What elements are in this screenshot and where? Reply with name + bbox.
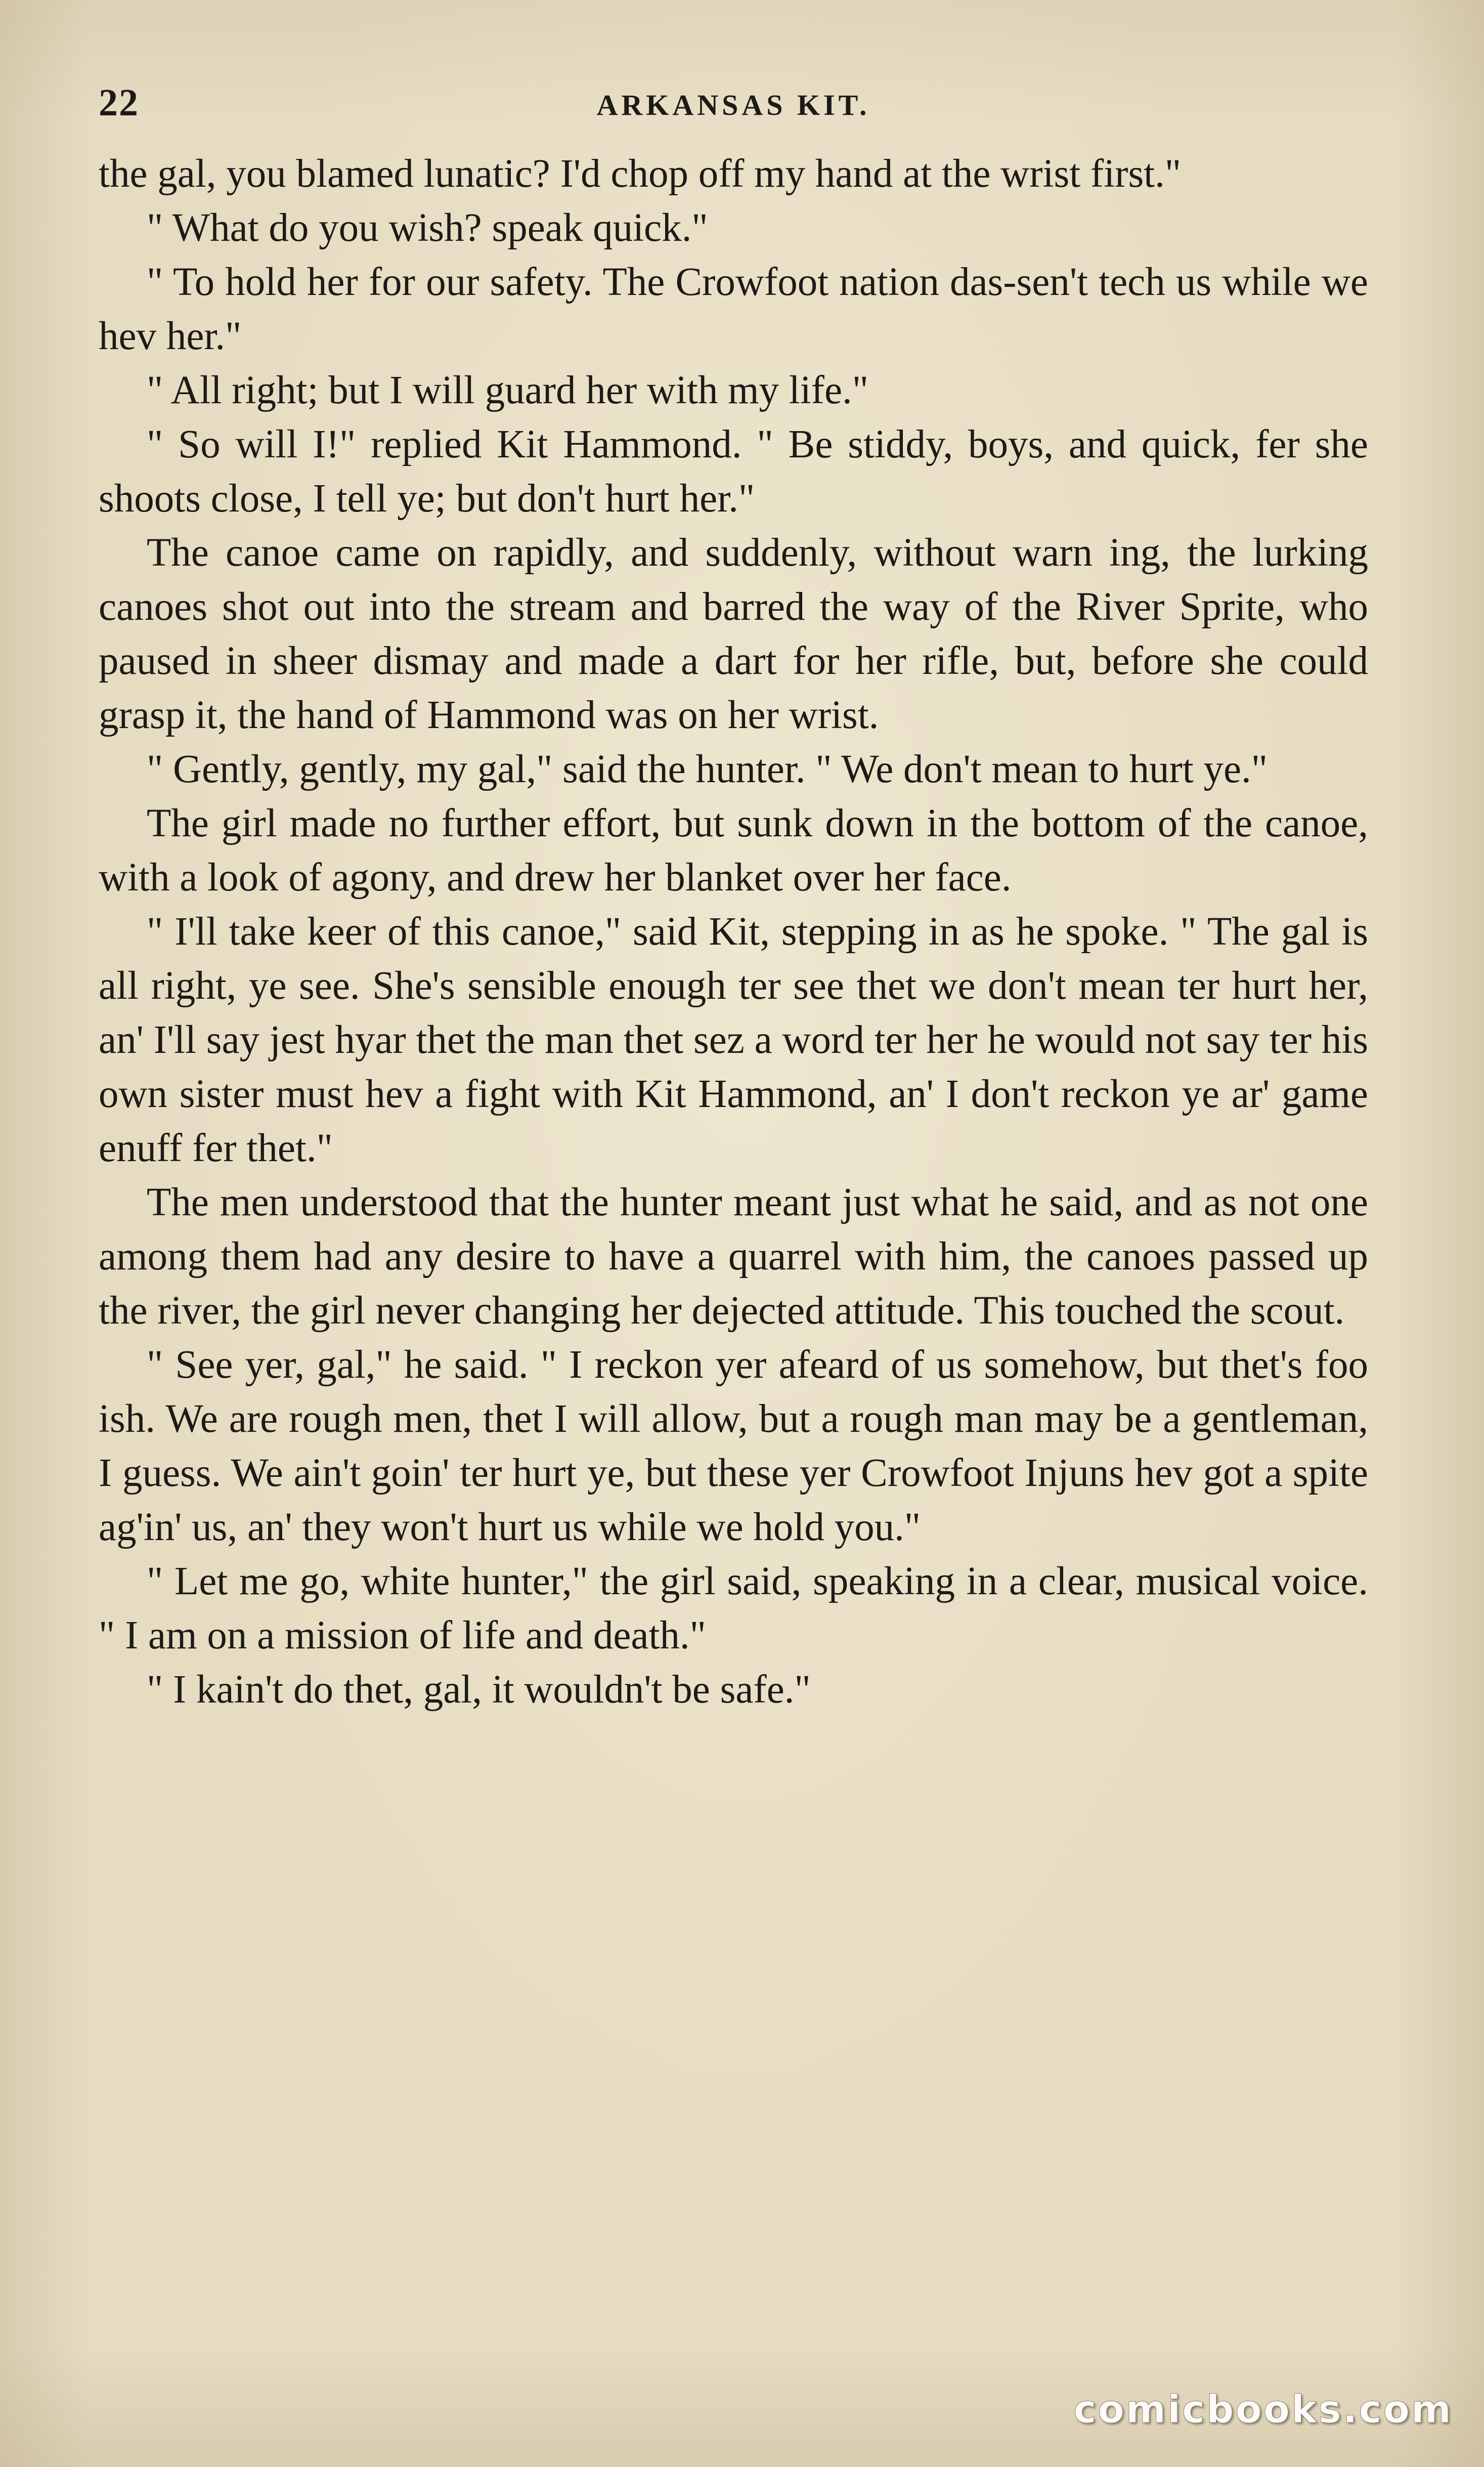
paragraph: The men understood that the hunter meant just what he said, and as not one among them had any desire to have a quarrel with him, the canoes passed up the river, the girl never changing her dejected attitude. This touched the scout. <box>99 1180 1368 1333</box>
book-page <box>99 76 1368 1717</box>
paragraph: " I'll take keer of this canoe," said Kit, stepping in as he spoke. " The gal is all right, ye see. She's sensible enough ter see thet we don't mean ter hurt her, an' I'll say jest hyar thet the man thet sez a word ter her he would not say ter his own sister must hev a fight with Kit Hammond, an' I don't reckon ye ar' game enuff fer thet." <box>99 910 1368 1170</box>
paragraph: " Let me go, white hunter," the girl said, speaking in a clear, musical voice. " I am on a mission of life and death." <box>99 1559 1368 1657</box>
running-head <box>99 76 1368 132</box>
body-text <box>99 147 1368 1717</box>
paragraph: " What do you wish? speak quick." <box>147 206 708 250</box>
paragraph: The canoe came on rapidly, and suddenly, without warn ing, the lurking canoes shot out into the stream and barred the way of the River Sprite, who paused in sheer dismay and made a dart for her rifle, but, before she could grasp it, the hand of Hammond was on her wrist. <box>99 531 1368 737</box>
paragraph: " To hold her for our safety. The Crowfoot nation das-sen't tech us while we hev her." <box>99 260 1368 358</box>
paragraph: the gal, you blamed lunatic? I'd chop off my hand at the wrist first." <box>99 152 1182 196</box>
paragraph: " See yer, gal," he said. " I reckon yer afeard of us somehow, but thet's foo ish. We are rough men, thet I will allow, but a rough man may be a gentleman, I guess. We ain't goin' ter hurt ye, but these yer Crowfoot Injuns hev got a spite ag'in' us, an' they won't hurt us while we hold you." <box>99 1343 1368 1549</box>
paragraph: " I kain't do thet, gal, it wouldn't be safe." <box>147 1668 811 1712</box>
paragraph: The girl made no further effort, but sunk down in the bottom of the canoe, with a look of agony, and drew her blanket over her face. <box>99 801 1368 900</box>
paragraph: " So will I!" replied Kit Hammond. " Be stiddy, boys, and quick, fer she shoots close, I tell ye; but don't hurt her." <box>99 422 1368 521</box>
paragraph: " Gently, gently, my gal," said the hunter. " We don't mean to hurt ye." <box>147 747 1268 791</box>
page-number: 22 <box>99 81 139 124</box>
watermark: comicbooks.com <box>1073 2387 1453 2432</box>
paragraph: " All right; but I will guard her with my life." <box>147 368 869 412</box>
running-title: ARKANSAS KIT. <box>596 89 870 121</box>
